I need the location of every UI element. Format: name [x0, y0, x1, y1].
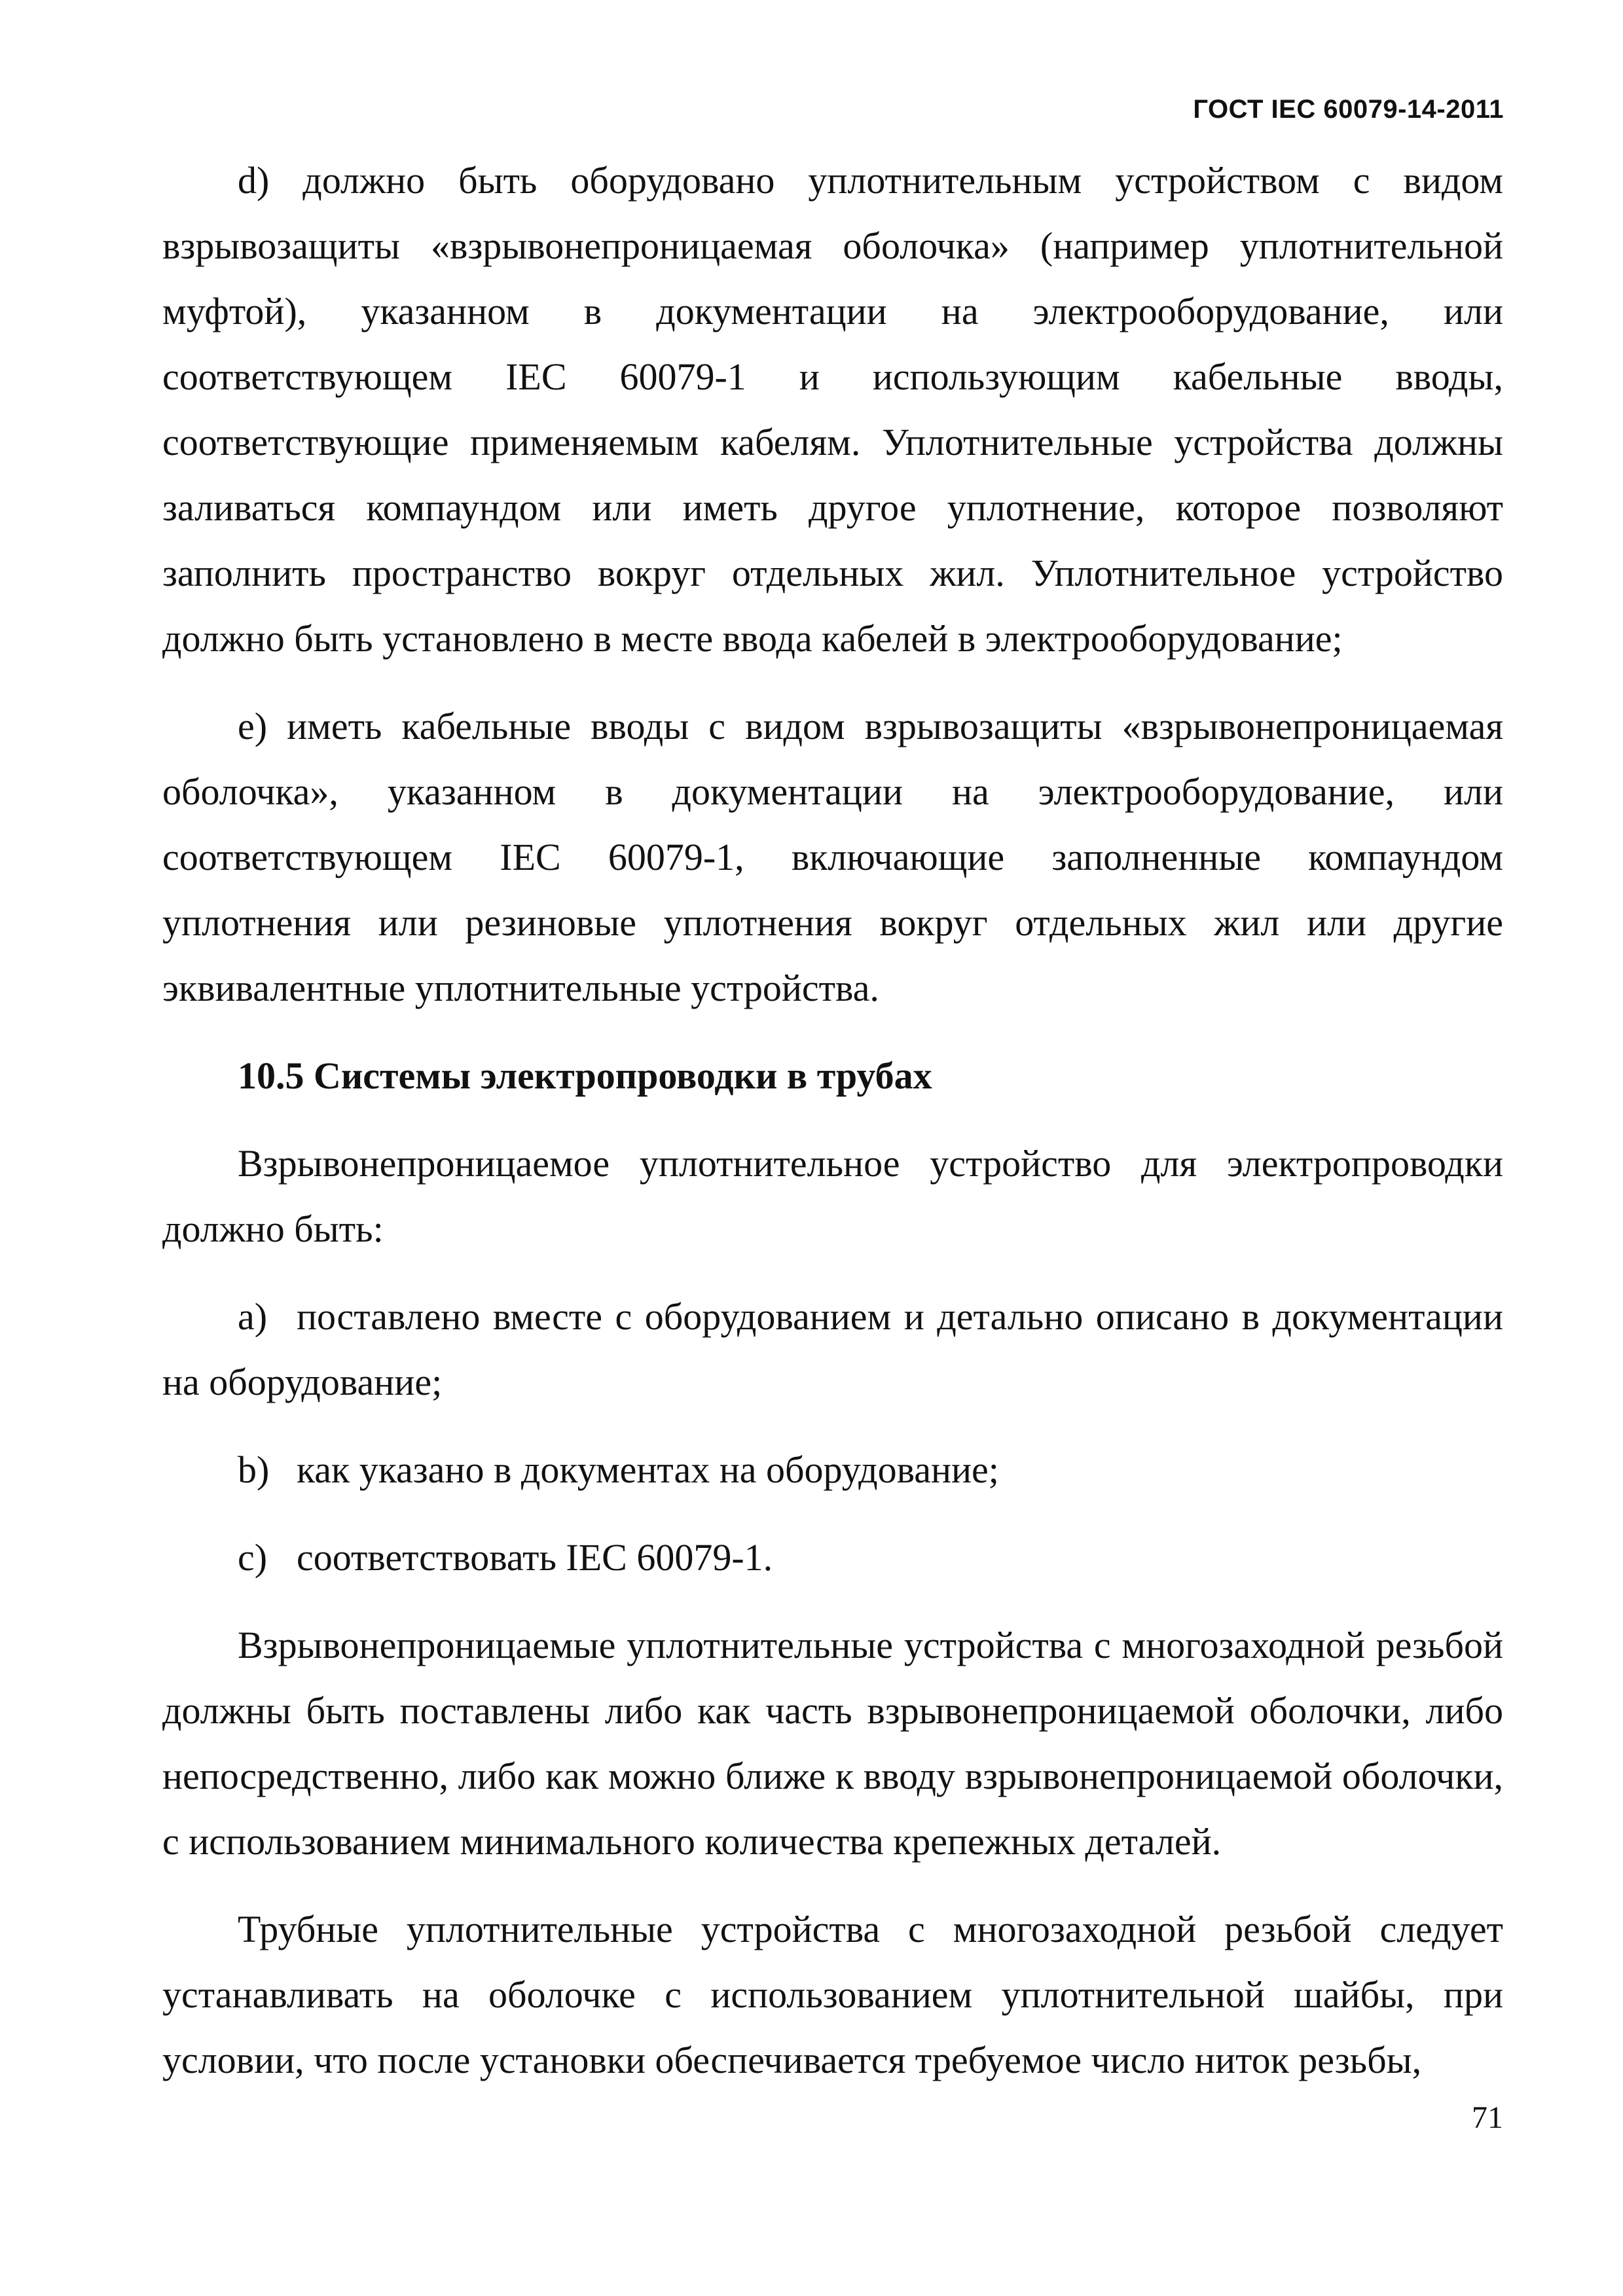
- paragraph-intro: Взрывонепроницаемое уплотнительное устройство для электропроводки должно быть:: [162, 1142, 1503, 1250]
- page-body: [162, 148, 1503, 2093]
- list-marker-b: b): [238, 1448, 270, 1491]
- section-heading: 10.5 Системы электропроводки в трубах: [238, 1054, 932, 1097]
- list-text-c: соответствовать IEC 60079-1.: [297, 1536, 773, 1579]
- page-number: 71: [1472, 2100, 1503, 2135]
- standard-code-header: ГОСТ IEC 60079-14-2011: [1193, 95, 1504, 124]
- list-item-a: [162, 1284, 1503, 1415]
- list-marker-c: c): [238, 1536, 268, 1579]
- paragraph-tube-seals: Трубные уплотнительные устройства с многозаходной резьбой следует устанавливать на оболочке с использованием уплотнительной шайбы, при условии, что после установки обеспечивается требуемое число ниток резьбы,: [162, 1908, 1503, 2081]
- list-text-a: поставлено вместе с оборудованием и детально описано в документации на оборудование;: [162, 1295, 1503, 1403]
- paragraph-item-d: d) должно быть оборудовано уплотнительным устройством с видом взрывозащиты «взрывонепроницаемая оболочка» (например уплотнительной муфтой), указанном в документации на электрооборудование, или соответствующем IEC 60079-1 и использующим кабельные вводы, соответствующие применяемым кабелям. Уплотнительные устройства должны заливаться компаундом или иметь другое уплотнение, которое позволяют заполнить пространство вокруг отдельных жил. Уплотнительное устройство должно быть установлено в месте ввода кабелей в электрооборудование;: [162, 159, 1503, 660]
- paragraph-item-e: e) иметь кабельные вводы с видом взрывозащиты «взрывонепроницаемая оболочка», указанном в документации на электрооборудование, или соответствующем IEC 60079-1, включающие заполненные компаундом уплотнения или резиновые уплотнения вокруг отдельных жил или другие эквивалентные уплотнительные устройства.: [162, 705, 1503, 1009]
- list-text-b: как указано в документах на оборудование;: [297, 1448, 999, 1491]
- list-marker-a: a): [238, 1295, 268, 1338]
- list-item-c: [162, 1525, 1503, 1590]
- paragraph-multi-thread: Взрывонепроницаемые уплотнительные устройства с многозаходной резьбой должны быть поставлены либо как часть взрывонепроницаемой оболочки, либо непосредственно, либо как можно ближе к вводу взрывонепроницаемой оболочки, с использованием минимального количества крепежных деталей.: [162, 1624, 1503, 1863]
- list-item-b: [162, 1437, 1503, 1503]
